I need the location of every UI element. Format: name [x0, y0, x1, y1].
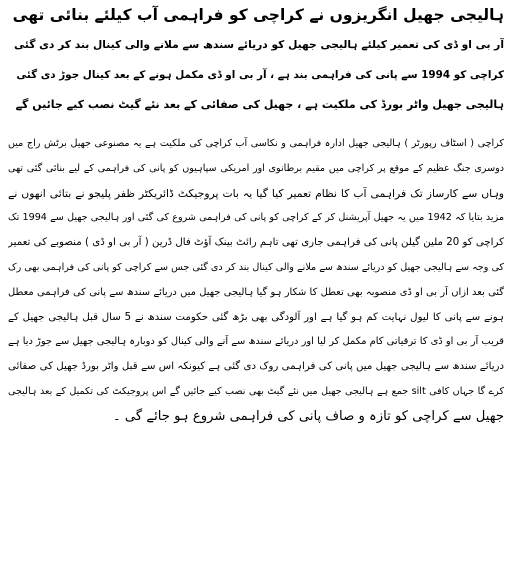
- body-line: جھیل سے کراچی کو تازہ و صاف پانی کی فراہمی شروع ہو جائے گی ۔: [112, 408, 504, 424]
- body-line: مزید بتایا کہ 1942 میں یہ جھیل آپریشنل کر کے کراچی کو پانی کی فراہمی شروع کی گئی اور ہالیجی جھیل سے 1994 تک: [8, 212, 504, 224]
- body-line: کرے گا جہاں کافی silt جمع ہے ہالیجی جھیل میں نئے گیٹ بھی نصب کیے جائیں گے اس پروجیکٹ کی تکمیل کے بعد ہالیجی: [8, 385, 504, 397]
- body-line: کراچی کو 20 ملین گیلن پانی کی فراہمی جاری تھی تاہم رائٹ بینک آؤٹ فال ڈرین ( آر بی او ڈی ) منصوبے کی تعمیر: [8, 237, 504, 249]
- body-line: وہاں سے کارساز تک فراہمی آب کا نظام تعمیر کیا گیا یہ بات پروجیکٹ ڈائریکٹر ظفر پلیجو نے بتائی انھوں نے: [8, 186, 504, 200]
- body-line: دوسری جنگ عظیم کے موقع پر کراچی میں مقیم برطانوی اور امریکی سپاہیوں کو پانی کی فراہمی کے لیے بنائی گئی تھی: [8, 162, 504, 174]
- body-line: کی وجہ سے ہالیجی جھیل کو دریائے سندھ سے ملانے والی کینال بند کر دی گئی جس سے کراچی کو پانی کی فراہمی بھی رک: [8, 261, 504, 273]
- headline-1: ہالیجی جھیل انگریزوں نے کراچی کو فراہمی آب کیلئے بنائی تھی: [12, 6, 504, 24]
- article-body: [8, 132, 504, 430]
- body-line: دریائے سندھ سے ہالیجی جھیل میں پانی کی فراہمی روک دی گئی ہے کیونکہ اس سے قبل واٹر بورڈ جھیل کی صفائی: [8, 361, 504, 373]
- body-line: قریب آر بی او ڈی کا ترقیاتی کام مکمل کر لیا اور دریائے سندھ سے آنے والی کینال کو دوبارہ ہالیجی جھیل سے جوڑ دیا ہے: [8, 336, 504, 348]
- body-line: ہونے سے پانی کا لیول نہایت کم ہو گیا ہے اور آلودگی بھی بڑھ گئی حکومت سندھ نے 5 سال قبل ہالیجی جھیل کے: [8, 311, 504, 323]
- body-line: کراچی ( اسٹاف رپورٹر ) ہالیجی جھیل ادارہ فراہمی و نکاسی آب کراچی کی ملکیت ہے یہ مصنوعی جھیل برٹش راج میں: [8, 138, 504, 149]
- headline-group: [8, 4, 504, 124]
- headline-2: آر بی او ڈی کی تعمیر کیلئے ہالیجی جھیل کو دریائے سندھ سے ملانے والی کینال بند کر دی گئی: [14, 38, 504, 51]
- headline-3: کراچی کو 1994 سے پانی کی فراہمی بند ہے ، آر بی او ڈی مکمل ہونے کے بعد کینال جوڑ دی گئی: [16, 69, 504, 81]
- body-line: گئی بعد ازاں آر بی او ڈی منصوبہ بھی تعطل کا شکار ہو گیا ہالیجی جھیل میں دریائے سندھ سے پانی کی فراہمی معطل: [8, 286, 504, 298]
- headline-4: ہالیجی جھیل واٹر بورڈ کی ملکیت ہے ، جھیل کی صفائی کے بعد نئے گیٹ نصب کیے جائیں گے: [15, 98, 504, 111]
